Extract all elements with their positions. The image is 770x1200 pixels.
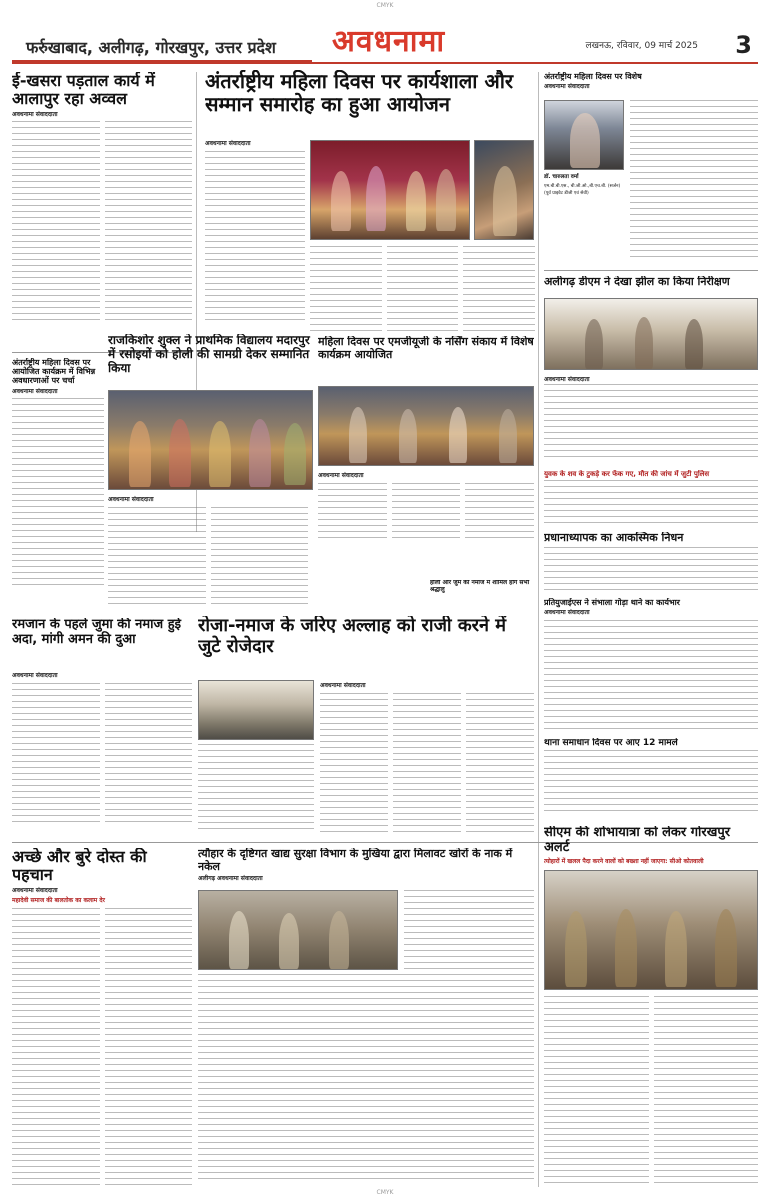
article-principal	[544, 532, 758, 594]
headline: सीएम की शोभायात्रा को लेकर गोरखपुर अलर्ट	[544, 826, 731, 855]
body-text	[544, 750, 758, 816]
byline: अवधनामा संवाददाता	[205, 140, 251, 147]
article-womens-day-side	[12, 358, 104, 612]
main-body-left	[205, 138, 305, 328]
body-text	[105, 121, 193, 321]
body-text	[463, 246, 535, 336]
roza-body-a	[198, 744, 314, 836]
body-text	[393, 693, 461, 833]
headline: रमजान के पहले जुमा की नमाज हुई अदा, मांगी अमन की दुआ	[12, 618, 181, 647]
headline: ई-खसरा पड़ताल कार्य में आलापुर रहा अव्वल	[12, 72, 155, 109]
article-nursing-head	[318, 336, 534, 380]
byline: अवधनामा संवाददाता	[12, 387, 58, 395]
photo-award-ceremony	[310, 140, 470, 240]
body-text	[198, 974, 534, 1184]
byline: अवधनामा संवाददाता	[320, 682, 366, 689]
body-text	[392, 483, 461, 538]
body-text	[105, 683, 193, 823]
headline: युवक के शव के टुकड़े कर फेंक गए, मौत की जांच में जुटी पुलिस	[544, 470, 710, 478]
body-text	[12, 121, 100, 321]
headline: अच्छे और बुरे दोस्त की पहचान	[12, 848, 147, 885]
article-dm-inspection	[544, 276, 758, 466]
masthead	[12, 14, 758, 64]
body-text	[544, 620, 758, 730]
body-text	[404, 890, 534, 970]
article-food-safety	[198, 848, 534, 1188]
photo-nursing-event	[318, 386, 534, 466]
strap: त्योहारों में खलल पैदा करने वालों को बख्शा नहीं जाएगा: सीओ कोतवाली	[544, 857, 704, 865]
headline: प्रतियुजाईएस ने संभाला गोड़ा थाने का कार्यभार	[544, 598, 680, 607]
headline: प्रधानाध्यापक का आकस्मिक निधन	[544, 532, 684, 544]
body-text	[211, 507, 309, 607]
body-text	[320, 693, 388, 833]
article-prayagraj	[544, 598, 758, 734]
headline: त्यौहार के दृष्टिगत खाद्य सुरक्षा विभाग के मुखिया द्वारा मिलावट खोरों के नाक में नकेल	[198, 848, 513, 873]
body-text	[465, 483, 534, 538]
byline: अवधनामा संवाददाता	[12, 110, 58, 118]
ramzan-body	[12, 670, 192, 830]
byline: अवधनामा संवाददाता	[544, 376, 590, 383]
body-text	[544, 547, 758, 591]
article-womens-day-main	[205, 70, 530, 128]
body-text	[318, 483, 387, 538]
body-text	[12, 398, 104, 588]
article-roza-head	[198, 616, 534, 676]
body-text	[630, 100, 758, 260]
byline: अवधनामा संवाददाता	[108, 496, 154, 503]
body-text	[654, 996, 759, 1184]
body-text	[544, 480, 758, 524]
masthead-rule	[12, 60, 312, 64]
print-mark-bottom: CMYK	[376, 1189, 394, 1197]
byline: अवधनामा संवाददाता	[12, 886, 58, 894]
byline: अवधनामा संवाददाता	[12, 672, 58, 679]
body-text	[12, 908, 100, 1188]
edition-cities: फर्रुखाबाद, अलीगढ़, गोरखपुर, उत्तर प्रदेश	[26, 38, 276, 57]
roza-body-b	[320, 680, 534, 836]
body-text	[544, 384, 758, 462]
article-good-friend	[12, 848, 192, 1188]
article-murder	[544, 470, 758, 528]
photo-food-inspection	[198, 890, 398, 970]
body-text	[198, 744, 314, 834]
headline: अंतर्राष्ट्रीय महिला दिवस पर आयोजित कार्यक्रम में विभिन्न अवधारणाओं पर चर्चा	[12, 358, 96, 386]
body-text	[544, 996, 649, 1184]
headline: रोजा-नमाज के जरिए अल्लाह को राजी करने में जुटे रोजेदार	[198, 616, 507, 657]
body-text	[310, 246, 382, 336]
article-ramzan-head	[12, 618, 192, 666]
photo-namaz	[198, 680, 314, 740]
divider	[544, 270, 758, 271]
newspaper-logo: अवधनामा	[332, 24, 446, 59]
main-body-right	[310, 246, 535, 336]
body-text	[466, 693, 534, 833]
author-details: एम.बी.बी.एस., बी.जी.ओ.,बी.एच.बी. (सर्जन) (पूर्व प्राइवेट डीजी एवं सेवी)	[544, 184, 621, 196]
photo-officials	[474, 140, 534, 240]
article-special	[544, 72, 758, 264]
headline: अंतर्राष्ट्रीय महिला दिवस पर कार्यशाला और सम्मान समारोह का हुआ आयोजन	[205, 70, 514, 116]
article-e-khasra	[12, 72, 192, 344]
article-holi-juma	[430, 580, 534, 608]
photo-police-meeting	[544, 870, 758, 990]
author-name: डॉ. चारुलता वर्मा	[544, 174, 579, 180]
headline: अंतर्राष्ट्रीय महिला दिवस पर विशेष	[544, 72, 642, 81]
body-text	[108, 507, 206, 607]
author-photo	[544, 100, 624, 170]
dateline: लखनऊ, रविवार, 09 मार्च 2025	[585, 41, 698, 51]
article-police	[544, 738, 758, 822]
body-text	[12, 683, 100, 823]
headline: अलीगढ़ डीएम ने देखा झील का किया निरीक्षण	[544, 276, 730, 288]
article-rajkishore-head	[108, 334, 313, 384]
photo-school-cooks	[108, 390, 313, 490]
byline: अवधनामा संवाददाता	[544, 83, 590, 91]
byline: अवधनामा संवाददाता	[544, 609, 590, 617]
headline: होली और जुमे की नमाज में शामिल होंगे सभी श्रद्धालु	[430, 580, 530, 593]
nursing-body	[318, 470, 534, 538]
article-cm-visit	[544, 826, 758, 1188]
page-number: 3	[735, 31, 752, 59]
rajkishore-body	[108, 494, 308, 612]
headline: महिला दिवस पर एमजीयूजी के नर्सिंग संकाय में विशेष कार्यक्रम आयोजित	[318, 336, 534, 361]
print-mark: CMYK	[376, 2, 394, 9]
byline: अवधनामा संवाददाता	[318, 472, 364, 479]
headline: राजकिशोर शुक्ल ने प्राथमिक विद्यालय मदारपुर में रसोइयों को होली की सामग्री देकर सम्मानित किया	[108, 334, 310, 375]
headline: थाना समाधान दिवस पर आए 12 मामले	[544, 738, 678, 748]
body-text	[105, 908, 193, 1188]
strap: अलीगढ़ अवधनामा संवाददाता	[198, 875, 263, 883]
photo-dm-inspection	[544, 298, 758, 370]
column-rule	[538, 72, 539, 1187]
body-text	[205, 151, 305, 323]
subtitle: महादेवी समाज की बालतोक का कलाम देर	[12, 897, 105, 905]
body-text	[387, 246, 459, 336]
